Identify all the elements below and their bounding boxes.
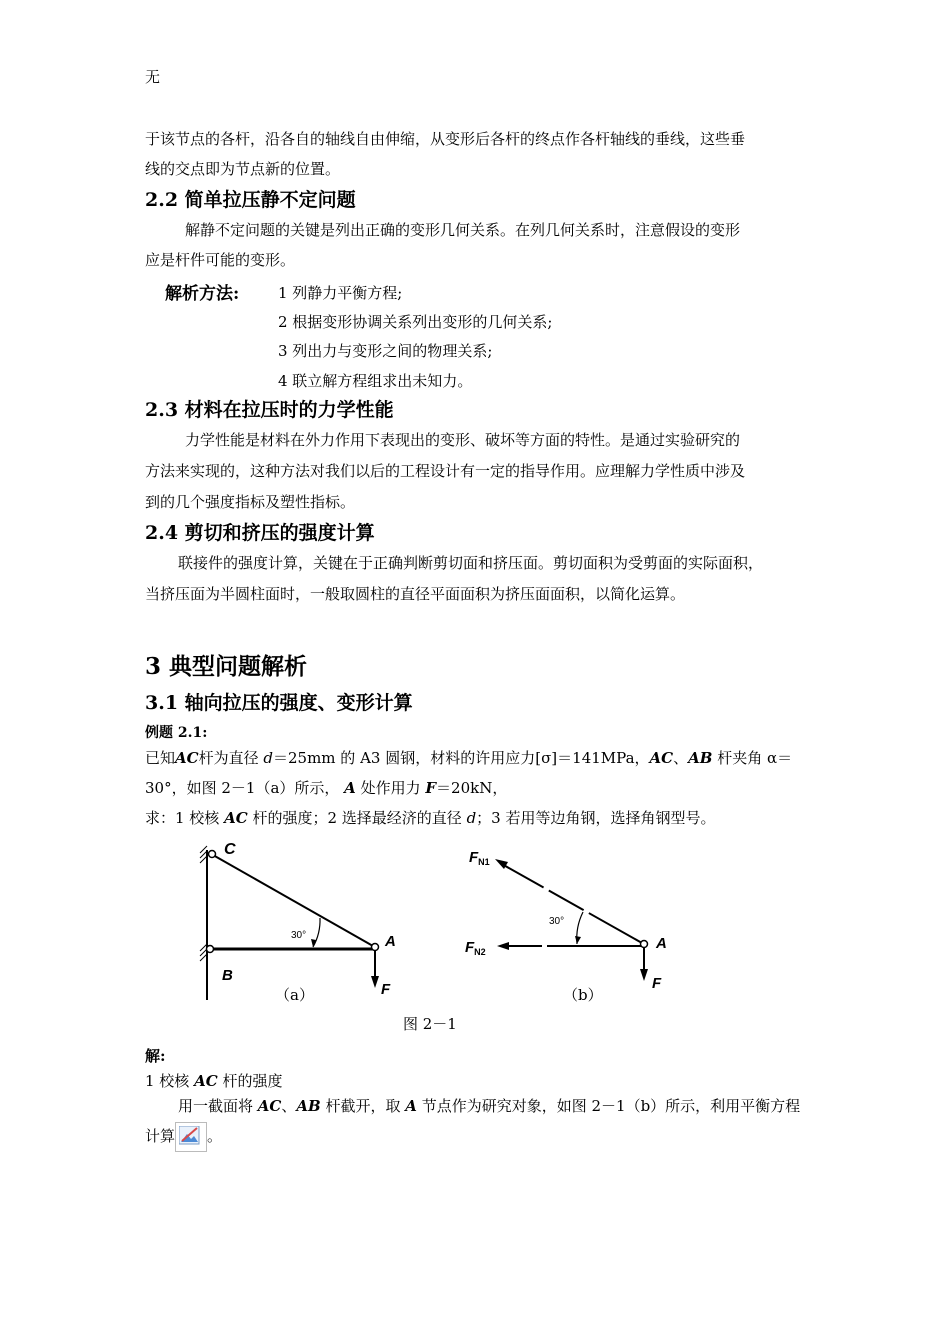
section-2-2-heading: 2.2 简单拉压静不定问题 xyxy=(145,189,356,211)
label-fn2: $F_{N2}$ xyxy=(465,939,486,957)
label-fn1: $F_{N1}$ xyxy=(469,849,490,867)
s22-line-2: 应是杆件可能的变形。 xyxy=(145,251,296,269)
label-c: C xyxy=(224,841,236,858)
section-2-3-heading: 2.3 材料在拉压时的力学性能 xyxy=(145,399,394,421)
label-b: B xyxy=(222,967,233,984)
pin-a xyxy=(372,944,379,951)
figure-a-label: （a） xyxy=(275,986,314,1004)
figure-b-label: （b） xyxy=(563,986,603,1004)
s24-line-1: 联接件的强度计算，关键在于正确判断剪切面和挤压面。剪切面积为受剪面的实际面积， xyxy=(178,554,764,572)
example-given-line-2: 30°，如图 2－1（a）所示， A 处作用力 F＝20kN， xyxy=(145,779,508,797)
method-step-3: 3 列出力与变形之间的物理关系; xyxy=(278,342,493,360)
force-f-arrow xyxy=(371,976,379,988)
label-f: F xyxy=(381,981,391,998)
label-a-b: A xyxy=(656,935,667,952)
section-2-4-heading: 2.4 剪切和挤压的强度计算 xyxy=(145,522,375,544)
example-label: 例题 2.1: xyxy=(145,725,208,741)
intro-line-2: 线的交点即为节点新的位置。 xyxy=(145,160,341,178)
method-step-1: 1 列静力平衡方程; xyxy=(278,284,403,302)
figure-a xyxy=(195,838,420,1008)
node-a xyxy=(641,941,648,948)
solution-body-line-2: 计算 。 xyxy=(145,1122,222,1152)
s24-line-2: 当挤压面为半圆柱面时，一般取圆柱的直径平面面积为挤压面面积，以简化运算。 xyxy=(145,585,686,603)
angle-arrow-head-b xyxy=(575,936,581,944)
method-step-4: 4 联立解方程组求出未知力。 xyxy=(278,372,473,390)
example-ask-line: 求：1 校核 AC 杆的强度；2 选择最经济的直径 d；3 若用等边角钢，选择角钢型号。 xyxy=(145,809,716,827)
s23-line-3: 到的几个强度指标及塑性指标。 xyxy=(145,493,356,511)
solution-body-line-1: 用一截面将 AC、AB 杆截开，取 A 节点作为研究对象，如图 2－1（b）所示，利用平衡方程 xyxy=(178,1097,801,1115)
s23-line-2: 方法来实现的，这种方法对我们以后的工程设计有一定的指导作用。应理解力学性质中涉及 xyxy=(145,462,746,480)
pin-b xyxy=(207,946,214,953)
force-f-arrow-b xyxy=(640,969,648,981)
solution-label: 解: xyxy=(145,1047,166,1065)
section-3-1-heading: 3.1 轴向拉压的强度、变形计算 xyxy=(145,692,413,714)
angle-label-b: 30° xyxy=(549,916,565,927)
fn1-line xyxy=(500,863,642,943)
pin-c xyxy=(209,851,216,858)
solution-step-1: 1 校核 AC 杆的强度 xyxy=(145,1072,283,1090)
wall-hatch-bottom xyxy=(200,944,207,961)
example-given-line-1: 已知AC杆为直径 d＝25mm 的 A3 圆钢，材料的许用应力[σ]＝141MPa，AC、AB 杆夹角 α＝ xyxy=(145,749,793,767)
method-step-2: 2 根据变形协调关系列出变形的几何关系; xyxy=(278,313,553,331)
angle-label: 30° xyxy=(291,930,307,941)
s23-line-1: 力学性能是材料在外力作用下表现出的变形、破坏等方面的特性。是通过实验研究的 xyxy=(185,431,741,449)
intro-line-1: 于该节点的各杆，沿各自的轴线自由伸缩，从变形后各杆的终点作各杆轴线的垂线，这些垂 xyxy=(145,130,746,148)
s22-line-1: 解静不定问题的关键是列出正确的变形几何关系。在列几何关系时，注意假设的变形 xyxy=(185,221,741,239)
fn2-arrow xyxy=(497,942,509,950)
label-f-b: F xyxy=(652,975,662,992)
figure-caption: 图 2－1 xyxy=(403,1015,457,1033)
section-3-heading: 3 典型问题解析 xyxy=(145,653,308,680)
page-header: 无 xyxy=(145,68,161,86)
label-a: A xyxy=(385,933,396,950)
figure-b xyxy=(455,838,680,1008)
method-label: 解析方法: xyxy=(165,284,240,304)
wall-hatch-top xyxy=(200,846,207,863)
broken-image-icon xyxy=(175,1122,207,1152)
